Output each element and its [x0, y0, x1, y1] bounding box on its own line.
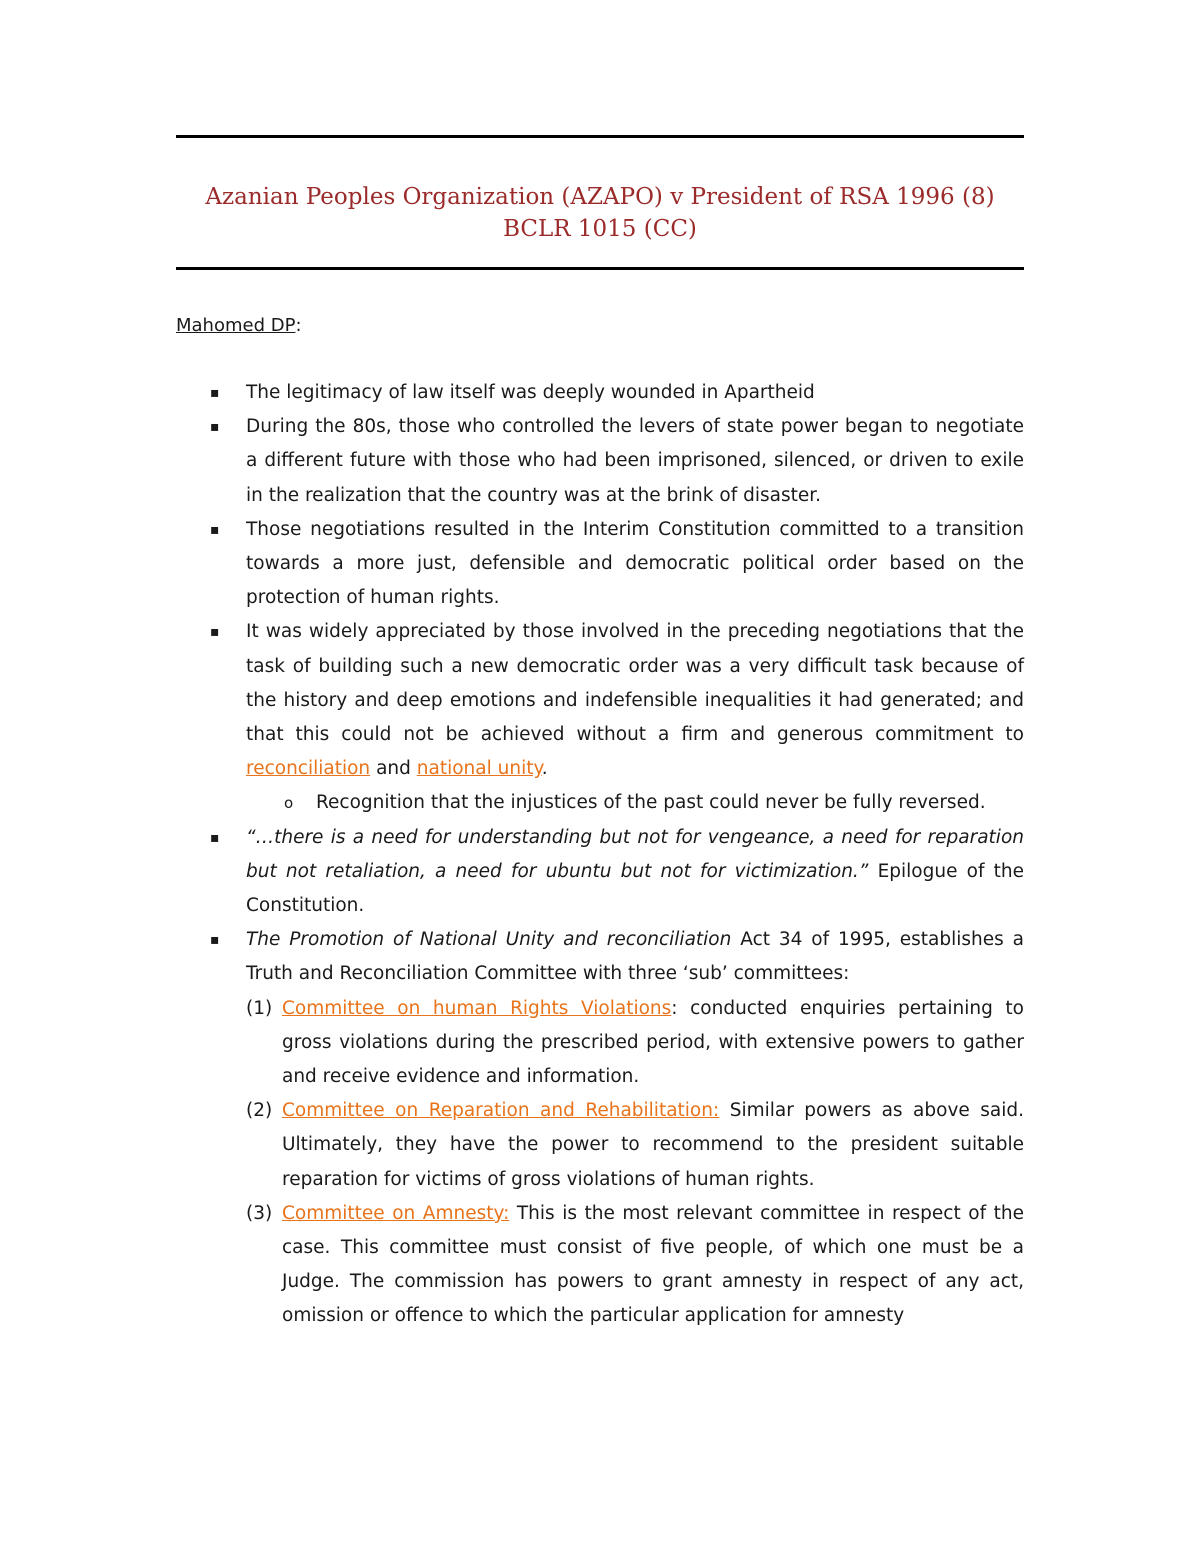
title-line-2: BCLR 1015 (CC)	[503, 216, 697, 242]
committee-link[interactable]: Committee on Amnesty:	[282, 1202, 510, 1224]
top-divider	[176, 135, 1024, 138]
quote-source: Epilogue of the Constitution.	[246, 860, 1024, 917]
bullet-text: Act 34 of 1995, establishes a Truth and Reconciliation Committee with three ‘sub’ committees:	[246, 929, 1024, 985]
list-item	[176, 615, 1024, 786]
reconciliation-link[interactable]: reconciliation	[246, 758, 371, 780]
circle-bullet-icon: o	[284, 794, 294, 813]
speaker-suffix: :	[295, 315, 302, 336]
committee-item	[176, 1094, 1024, 1197]
square-bullet-icon: ▪	[210, 829, 220, 846]
list-item	[176, 376, 1024, 410]
square-bullet-icon: ▪	[210, 932, 220, 949]
period-text: .	[541, 758, 548, 780]
committee-number: (1)	[246, 997, 273, 1019]
page-title	[176, 181, 1024, 245]
square-bullet-icon: ▪	[210, 385, 220, 401]
list-item	[176, 513, 1024, 616]
committee-description: : conducted enquiries pertaining to gross violations during the prescribed period, with extensive powers to gather and receive evidence and information.	[282, 997, 1024, 1088]
committee-item	[176, 1197, 1024, 1334]
act-title: The Promotion of National Unity and reconciliation	[246, 929, 732, 951]
national-unity-link[interactable]: national unity	[416, 758, 542, 780]
committee-link[interactable]: Committee on human Rights Violations	[282, 997, 672, 1019]
square-bullet-icon: ▪	[210, 419, 220, 436]
bullet-text: It was widely appreciated by those involved in the preceding negotiations that the task of building such a new democratic order was a very difficult task because of the history and deep emotions and indefensible inequalities it had generated; and that this could not be achieved without a firm and generous commitment to	[246, 621, 1024, 746]
sub-bullet-text: Recognition that the injustices of the past could never be fully reversed.	[316, 792, 986, 814]
list-item	[176, 821, 1024, 924]
sub-list-item	[176, 786, 1024, 820]
connector-text: and	[376, 758, 411, 780]
constitution-quote: “…there is a need for understanding but not for vengeance, a need for reparation but not retaliation, a need for ubuntu but not for victimization.”	[246, 826, 1024, 882]
bottom-divider	[176, 267, 1024, 270]
committee-number: (2)	[246, 1100, 273, 1122]
speaker-heading	[176, 313, 302, 339]
document-body	[176, 376, 1024, 1334]
list-item	[176, 923, 1024, 991]
bullet-text: The legitimacy of law itself was deeply wounded in Apartheid	[246, 382, 815, 403]
speaker-name: Mahomed DP	[176, 315, 296, 336]
committee-item	[176, 992, 1024, 1095]
committee-link[interactable]: Committee on Reparation and Rehabilitation:	[282, 1100, 720, 1122]
title-line-1: Azanian Peoples Organization (AZAPO) v President of RSA 1996 (8)	[205, 184, 995, 210]
committee-description: Similar powers as above said. Ultimately, they have the power to recommend to the president suitable reparation for victims of gross violations of human rights.	[282, 1100, 1024, 1190]
bullet-text: Those negotiations resulted in the Interim Constitution committed to a transition towards a more just, defensible and democratic political order based on the protection of human rights.	[246, 518, 1024, 609]
committee-description: This is the most relevant committee in respect of the case. This committee must consist of five people, of which one must be a Judge. The commission has powers to grant amnesty in respect of any act, omission or offence to which the particular application for amnesty	[282, 1202, 1024, 1327]
bullet-text: During the 80s, those who controlled the levers of state power began to negotiate a different future with those who had been imprisoned, silenced, or driven to exile in the realization that the country was at the brink of disaster.	[246, 416, 1024, 506]
list-item	[176, 410, 1024, 513]
committee-number: (3)	[246, 1202, 273, 1224]
square-bullet-icon: ▪	[210, 624, 220, 641]
square-bullet-icon: ▪	[210, 521, 220, 538]
